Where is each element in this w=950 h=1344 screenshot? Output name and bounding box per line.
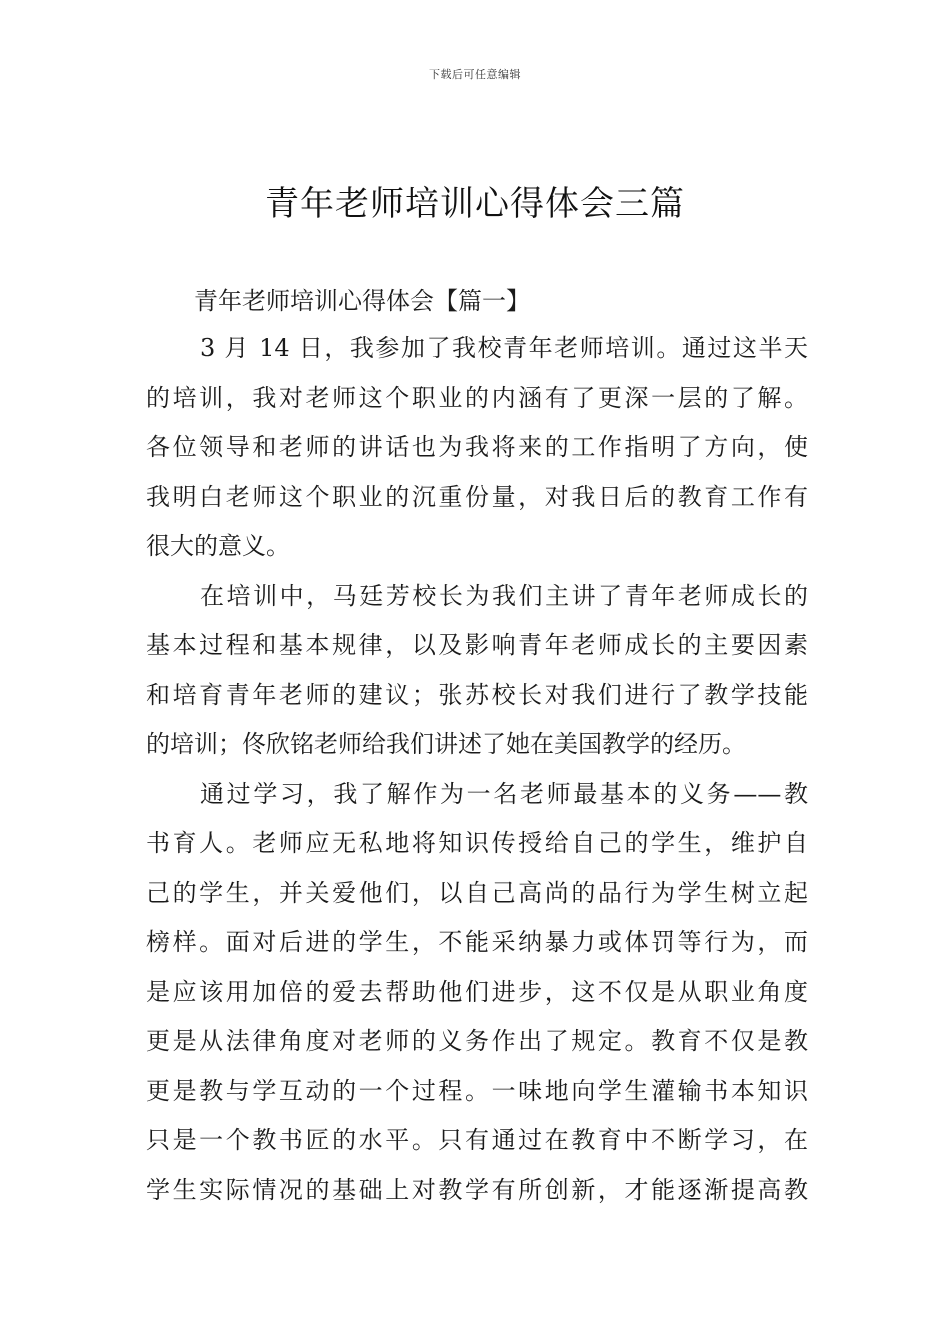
paragraph-line: 和培育青年老师的建议；张苏校长对我们进行了教学技能: [146, 680, 808, 709]
paragraph-line: 更是教与学互动的一个过程。一味地向学生灌输书本知识: [146, 1076, 808, 1105]
paragraph-line: 只是一个教书匠的水平。只有通过在教育中不断学习，在: [146, 1126, 808, 1154]
paragraph-line: 榜样。面对后进的学生，不能采纳暴力或体罚等行为，而: [146, 928, 808, 956]
paragraph-2: [146, 572, 808, 770]
paragraph-line: 各位领导和老师的讲话也为我将来的工作指明了方向，使: [146, 433, 808, 461]
paragraph-line: 3 月 14 日，我参加了我校青年老师培训。通过这半天: [200, 334, 808, 362]
paragraph-line: 书育人。老师应无私地将知识传授给自己的学生，维护自: [146, 829, 808, 857]
paragraph-3: [146, 770, 808, 1216]
section-heading: 青年老师培训心得体会【篇一】: [194, 287, 530, 315]
paragraph-1: [146, 324, 808, 572]
paragraph-line: 在培训中，马廷芳校长为我们主讲了青年老师成长的: [200, 581, 808, 610]
paragraph-line: 的培训；佟欣铭老师给我们讲述了她在美国教学的经历。: [146, 730, 746, 758]
paragraph-line: 是应该用加倍的爱去帮助他们进步，这不仅是从职业角度: [146, 977, 808, 1006]
paragraph-line: 很大的意义。: [146, 532, 290, 560]
document-title: 青年老师培训心得体会三篇: [265, 184, 685, 224]
header-note: 下载后可任意编辑: [429, 68, 521, 81]
document-body: [146, 278, 808, 1215]
paragraph-line: 的培训，我对老师这个职业的内涵有了更深一层的了解。: [146, 383, 808, 412]
paragraph-line: 基本过程和基本规律，以及影响青年老师成长的主要因素: [146, 631, 808, 659]
paragraph-line: 我明白老师这个职业的沉重份量，对我日后的教育工作有: [146, 482, 808, 511]
paragraph-line: 通过学习，我了解作为一名老师最基本的义务——教: [200, 779, 808, 808]
paragraph-line: 学生实际情况的基础上对教学有所创新，才能逐渐提高教: [146, 1175, 808, 1204]
paragraph-line: 己的学生，并关爱他们，以自己高尚的品行为学生树立起: [146, 878, 808, 907]
paragraph-line: 更是从法律角度对老师的义务作出了规定。教育不仅是教: [146, 1027, 808, 1055]
